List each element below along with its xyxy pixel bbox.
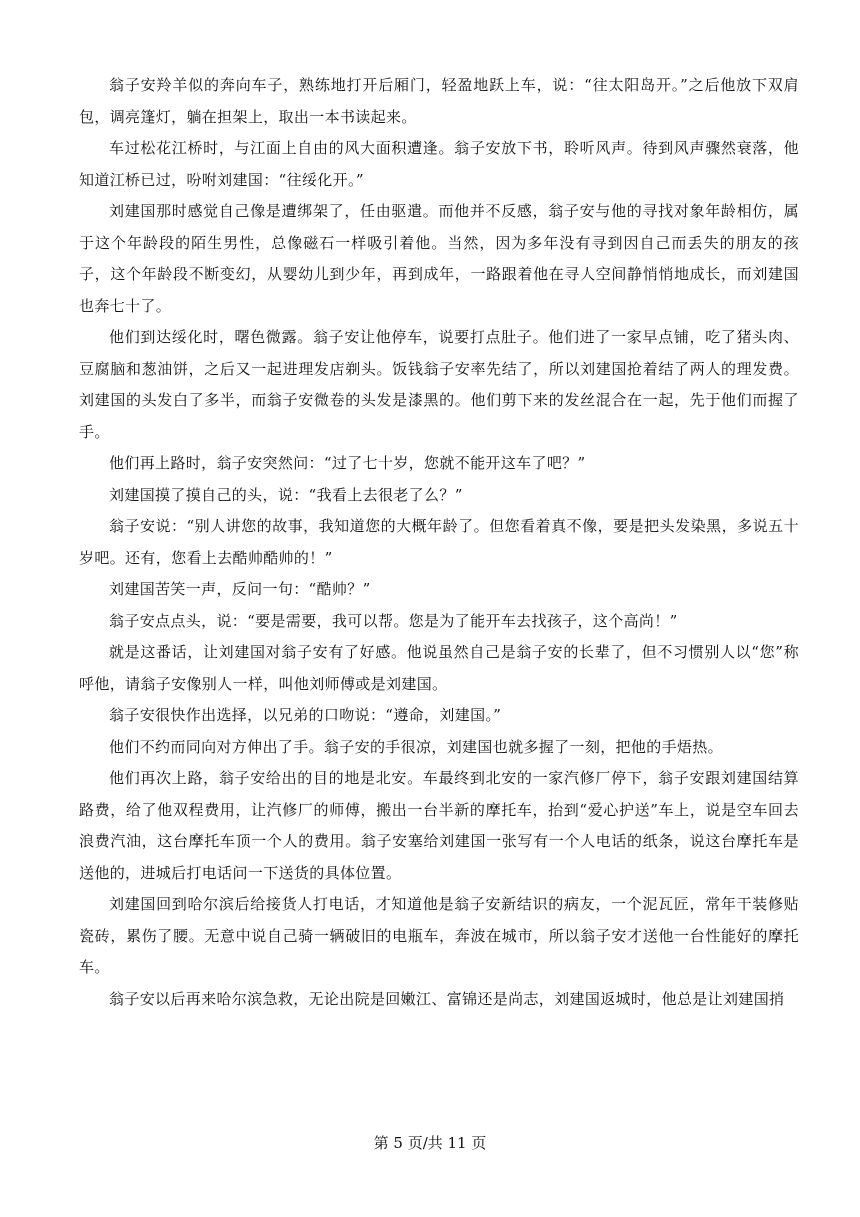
body-text (79, 70, 799, 1015)
paragraph-14: 刘建国回到哈尔滨后给接货人打电话，才知道他是翁子安新结识的病友，一个泥瓦匠，常年干装修贴瓷砖，累伤了腰。无意中说自己骑一辆破旧的电瓶车，奔波在城市，所以翁子安才送他一台性能好的摩托车。 (79, 895, 799, 976)
paragraph-10: 就是这番话，让刘建国对翁子安有了好感。他说虽然自己是翁子安的长辈了，但不习惯别人以“您”称呼他，请翁子安像别人一样，叫他刘师傅或是刘建国。 (79, 643, 799, 693)
paragraph-7: 翁子安说：“别人讲您的故事，我知道您的大概年龄了。但您看着真不像，要是把头发染黑，多说五十岁吧。还有，您看上去酷帅酷帅的！” (79, 517, 799, 567)
paragraph-3: 刘建国那时感觉自己像是遭绑架了，任由驱遣。而他并不反感，翁子安与他的寻找对象年龄相仿，属于这个年龄段的陌生男性，总像磁石一样吸引着他。当然，因为多年没有寻到因自己而丢失的朋友的孩子，这个年龄段不断变幻，从婴幼儿到少年，再到成年，一路跟着他在寻人空间静悄悄地成长，而刘建国也奔七十了。 (79, 202, 799, 315)
paragraph-11: 翁子安很快作出选择，以兄弟的口吻说：“遵命，刘建国。” (109, 706, 502, 724)
paragraph-12: 他们不约而同向对方伸出了手。翁子安的手很凉，刘建国也就多握了一刻，把他的手焐热。 (109, 737, 724, 756)
paragraph-8: 刘建国苦笑一声，反问一句：“酷帅？” (109, 580, 371, 598)
paragraph-2: 车过松花江桥时，与江面上自由的风大面积遭逢。翁子安放下书，聆听风声。待到风声骤然衰落，他知道江桥已过，吩咐刘建国：“往绥化开。” (79, 139, 799, 189)
paragraph-6: 刘建国摸了摸自己的头，说：“我看上去很老了么？” (109, 485, 463, 504)
paragraph-13: 他们再次上路，翁子安给出的目的地是北安。车最终到北安的一家汽修厂停下，翁子安跟刘建国结算路费，给了他双程费用，让汽修厂的师傅，搬出一台半新的摩托车，抬到“爱心护送”车上，说是空车回去浪费汽油，这台摩托车顶一个人的费用。翁子安塞给刘建国一张写有一个人电话的纸条，说这台摩托车是送他的，进城后打电话问一下送货的具体位置。 (79, 769, 799, 882)
paragraph-4: 他们到达绥化时，曙色微露。翁子安让他停车，说要打点肚子。他们进了一家早点铺，吃了猪头肉、豆腐脑和葱油饼，之后又一起进理发店剃头。饭钱翁子安率先结了，所以刘建国抢着结了两人的理发费。刘建国的头发白了多半，而翁子安微卷的头发是漆黑的。他们剪下来的发丝混合在一起，先于他们而握了手。 (79, 328, 799, 441)
paragraph-15: 翁子安以后再来哈尔滨急救，无论出院是回嫩江、富锦还是尚志，刘建国返城时，他总是让刘建国捎 (109, 989, 785, 1008)
paragraph-1: 翁子安羚羊似的奔向车子，熟练地打开后厢门，轻盈地跃上车，说：“往太阳岛开。”之后他放下双肩包，调亮篷灯，躺在担架上，取出一本书读起来。 (79, 76, 799, 126)
paragraph-9: 翁子安点点头，说：“要是需要，我可以帮。您是为了能开车去找孩子，这个高尚！” (109, 611, 678, 630)
page-number: 第 5 页/共 11 页 (373, 1134, 487, 1152)
paragraph-5: 他们再上路时，翁子安突然问：“过了七十岁，您就不能开这车了吧？” (109, 454, 586, 472)
